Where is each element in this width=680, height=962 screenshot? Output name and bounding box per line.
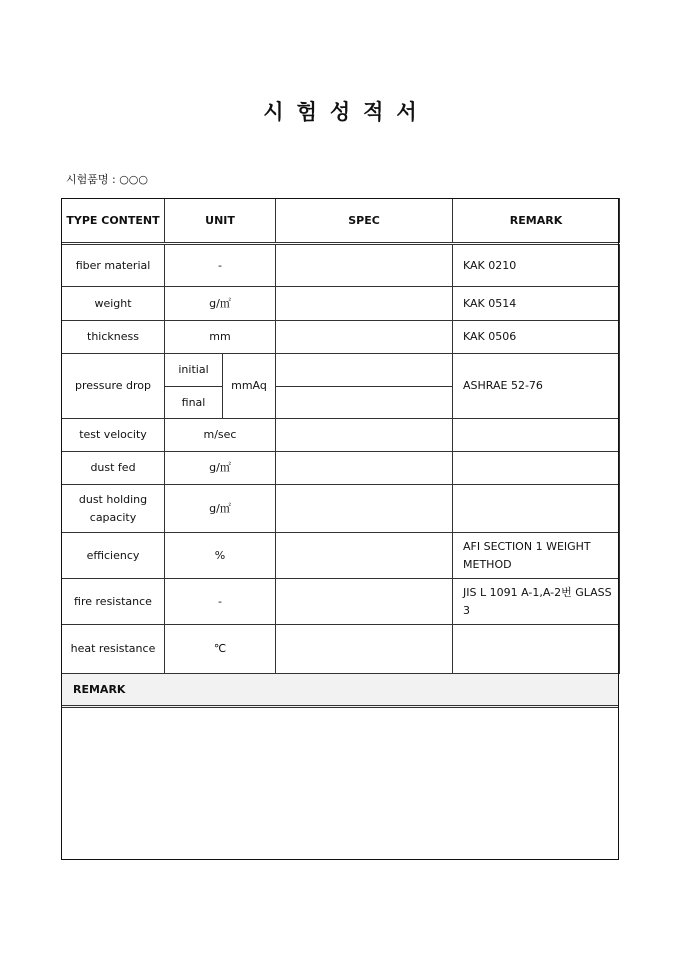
row-spec[interactable] — [276, 452, 453, 485]
row-spec[interactable] — [276, 579, 453, 625]
row-type: efficiency — [62, 533, 165, 579]
header-type-content: TYPE CONTENT — [62, 199, 165, 244]
test-report-table — [61, 198, 620, 674]
table-row — [62, 579, 620, 625]
row-spec-final[interactable] — [276, 387, 453, 419]
header-spec: SPEC — [276, 199, 453, 244]
row-remark — [453, 452, 620, 485]
row-type: dust fed — [62, 452, 165, 485]
table-row — [62, 244, 620, 287]
row-subtype-initial: initial — [165, 354, 223, 387]
row-unit: - — [165, 579, 276, 625]
row-remark — [453, 625, 620, 674]
row-type: weight — [62, 287, 165, 321]
table-row — [62, 287, 620, 321]
row-unit: ℃ — [165, 625, 276, 674]
row-remark: KAK 0210 — [453, 244, 620, 287]
table-row — [62, 625, 620, 674]
table-row — [62, 452, 620, 485]
table-row — [62, 354, 620, 387]
row-spec-initial[interactable] — [276, 354, 453, 387]
row-type: pressure drop — [62, 354, 165, 419]
row-unit: g/㎡ — [165, 287, 276, 321]
row-unit: g/㎡ — [165, 485, 276, 533]
row-subtype-final: final — [165, 387, 223, 419]
row-spec[interactable] — [276, 321, 453, 354]
row-remark — [453, 419, 620, 452]
row-type: thickness — [62, 321, 165, 354]
row-remark: KAK 0514 — [453, 287, 620, 321]
row-unit: mm — [165, 321, 276, 354]
row-remark — [453, 485, 620, 533]
row-spec[interactable] — [276, 485, 453, 533]
remark-section-heading: REMARK — [61, 673, 619, 708]
row-type: test velocity — [62, 419, 165, 452]
row-spec[interactable] — [276, 625, 453, 674]
document-title: 시험성적서 — [263, 100, 430, 124]
header-unit: UNIT — [165, 199, 276, 244]
table-row — [62, 321, 620, 354]
row-type: heat resistance — [62, 625, 165, 674]
table-header-row — [62, 199, 620, 244]
row-spec[interactable] — [276, 533, 453, 579]
row-type: dust holding capacity — [62, 485, 165, 533]
row-unit: g/㎡ — [165, 452, 276, 485]
row-spec[interactable] — [276, 419, 453, 452]
row-type: fiber material — [62, 244, 165, 287]
row-spec[interactable] — [276, 287, 453, 321]
row-remark: KAK 0506 — [453, 321, 620, 354]
row-unit: % — [165, 533, 276, 579]
table-row — [62, 419, 620, 452]
row-type: fire resistance — [62, 579, 165, 625]
row-unit: m/sec — [165, 419, 276, 452]
test-item-name: 시험품명 : ○○○ — [66, 173, 148, 186]
remark-section-body[interactable] — [61, 708, 619, 860]
row-unit: - — [165, 244, 276, 287]
row-spec[interactable] — [276, 244, 453, 287]
row-remark: ASHRAE 52-76 — [453, 354, 620, 419]
row-unit: mmAq — [223, 354, 276, 419]
table-row — [62, 485, 620, 533]
row-remark: JIS L 1091 A-1,A-2번 GLASS 3 — [453, 579, 620, 625]
table-row — [62, 533, 620, 579]
header-remark: REMARK — [453, 199, 620, 244]
row-remark: AFI SECTION 1 WEIGHT METHOD — [453, 533, 620, 579]
